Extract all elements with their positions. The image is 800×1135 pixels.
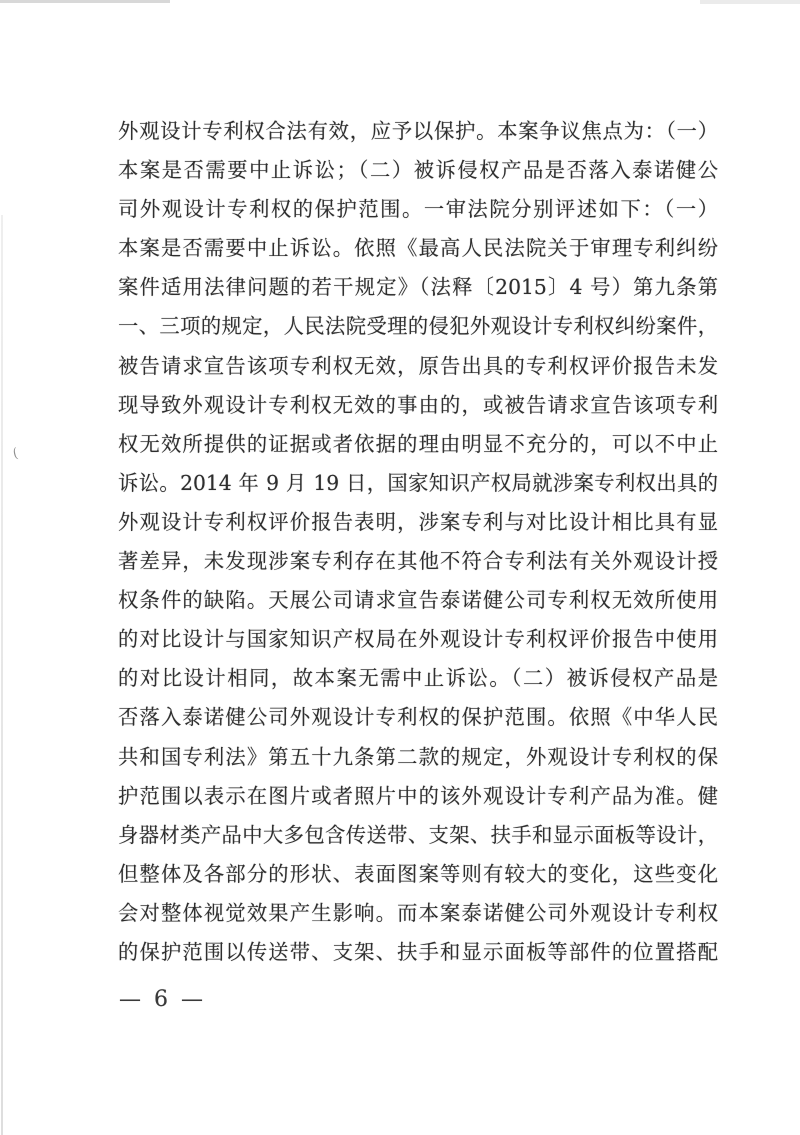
text-line: 权条件的缺陷。天展公司请求宣告泰诺健公司专利权无效所使用: [118, 588, 718, 613]
text-line: 诉讼。2014 年 9 月 19 日，国家知识产权局就涉案专利权出具的: [118, 470, 718, 495]
text-line: 本案是否需要中止诉讼。依照《最高人民法院关于审理专利纠纷: [118, 236, 718, 261]
page-number: — 6 —: [119, 987, 204, 1012]
text-line: 司外观设计专利权的保护范围。一审法院分别评述如下：（一）: [118, 197, 718, 222]
text-line: 否落入泰诺健公司外观设计专利权的保护范围。依照《中华人民: [118, 705, 718, 730]
text-line: 的保护范围以传送带、支架、扶手和显示面板等部件的位置搭配: [118, 939, 718, 964]
text-line: 被告请求宣告该项专利权无效，原告出具的专利权评价报告未发: [118, 353, 718, 378]
text-line: 案件适用法律问题的若干规定》（法释〔2015〕4 号）第九条第: [118, 275, 718, 300]
text-line: 身器材类产品中大多包含传送带、支架、扶手和显示面板等设计，: [118, 822, 718, 847]
text-line: 但整体及各部分的形状、表面图案等则有较大的变化，这些变化: [118, 861, 718, 886]
scan-stray-mark: (: [11, 444, 20, 462]
text-line: 共和国专利法》第五十九条第二款的规定，外观设计专利权的保: [118, 744, 718, 769]
text-line: 著差异，未发现涉案专利存在其他不符合专利法有关外观设计授: [118, 549, 718, 574]
scan-fold-shadow-left: [1, 215, 3, 1135]
scan-edge-artifact-top-right: [700, 0, 800, 4]
text-line: 会对整体视觉效果产生影响。而本案泰诺健公司外观设计专利权: [118, 900, 718, 925]
text-line: 的对比设计与国家知识产权局在外观设计专利权评价报告中使用: [118, 627, 718, 652]
text-line: 外观设计专利权合法有效，应予以保护。本案争议焦点为：（一）: [118, 119, 718, 143]
text-line: 本案是否需要中止诉讼；（二）被诉侵权产品是否落入泰诺健公: [118, 158, 718, 183]
text-line: 外观设计专利权评价报告表明，涉案专利与对比设计相比具有显: [118, 509, 718, 534]
text-line: 现导致外观设计专利权无效的事由的，或被告请求宣告该项专利: [118, 392, 718, 417]
text-line: 的对比设计相同，故本案无需中止诉讼。（二）被诉侵权产品是: [118, 666, 718, 691]
text-line: 护范围以表示在图片或者照片中的该外观设计专利产品为准。健: [118, 783, 718, 808]
scan-edge-artifact-top-left: [0, 0, 170, 3]
judgment-text-block: [118, 112, 718, 972]
text-line: 一、三项的规定，人民法院受理的侵犯外观设计专利权纠纷案件，: [118, 314, 718, 339]
text-line: 权无效所提供的证据或者依据的理由明显不充分的，可以不中止: [118, 431, 718, 456]
